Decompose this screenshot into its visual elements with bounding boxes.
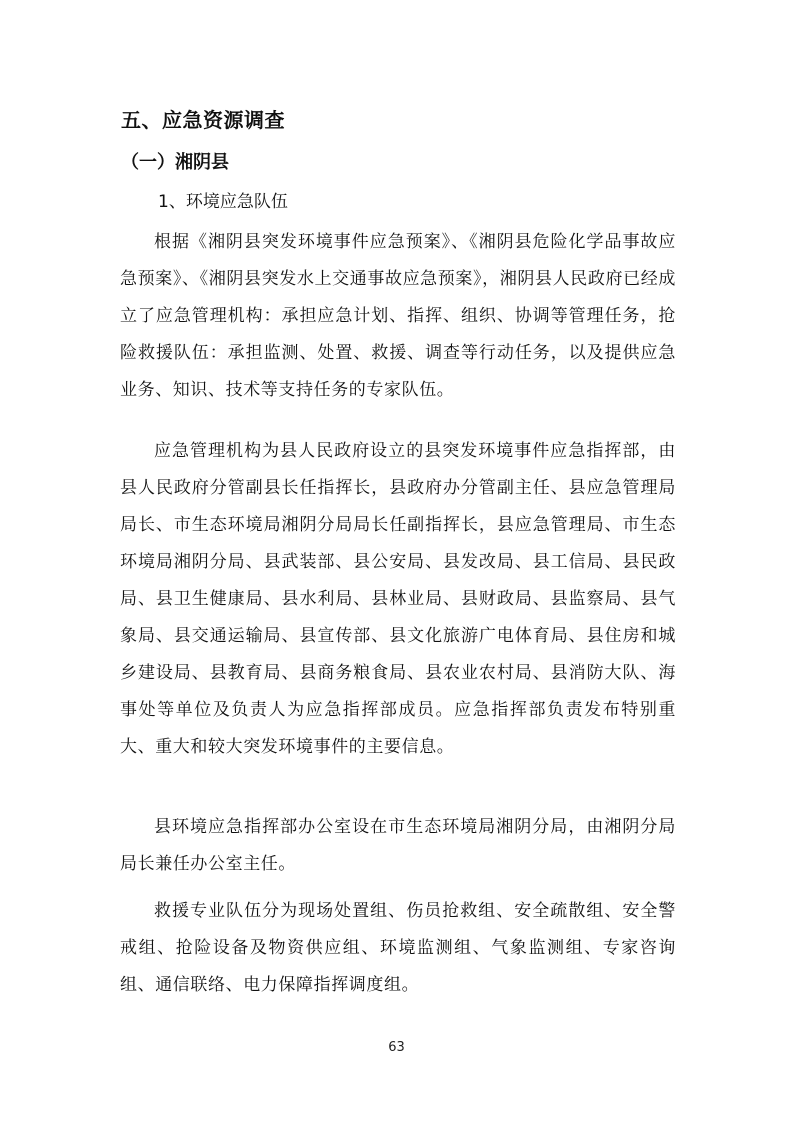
paragraph-rescue-teams: 救援专业队伍分为现场处置组、伤员抢救组、安全疏散组、安全警戒组、抢险设备及物资供应组、环境监测组、气象监测组、专家咨询组、通信联络、电力保障指挥调度组。	[120, 901, 676, 995]
paragraph-emergency-plans: 根据《湘阴县突发环境事件应急预案》、《湘阴县危险化学品事故应急预案》、《湘阴县突发水上交通事故应急预案》，湘阴县人民政府已经成立了应急管理机构：承担应急计划、指挥、组织、协调等管理任务，抢险救援队伍：承担监测、处置、救援、调查等行动任务，以及提供应急业务、知识、技术等支持任务的专家队伍。	[120, 232, 676, 400]
section-heading: 五、应急资源调查	[121, 108, 285, 132]
subsection-heading: （一）湘阴县	[121, 152, 229, 173]
paragraph-office-location: 县环境应急指挥部办公室设在市生态环境局湘阴分局，由湘阴分局局长兼任办公室主任。	[120, 817, 676, 874]
paragraph-command-structure: 应急管理机构为县人民政府设立的县突发环境事件应急指挥部，由县人民政府分管副县长任指挥长，县政府办分管副主任、县应急管理局局长、市生态环境局湘阴分局局长任副指挥长，县应急管理局、市生态环境局湘阴分局、县武装部、县公安局、县发改局、县工信局、县民政局、县卫生健康局、县水利局、县林业局、县财政局、县监察局、县气象局、县交通运输局、县宣传部、县文化旅游广电体育局、县住房和城乡建设局、县教育局、县商务粮食局、县农业农村局、县消防大队、海事处等单位及负责人为应急指挥部成员。应急指挥部负责发布特别重大、重大和较大突发环境事件的主要信息。	[120, 441, 676, 757]
page-number: 63	[388, 1040, 405, 1055]
item-heading: 1、环境应急队伍	[158, 192, 288, 212]
